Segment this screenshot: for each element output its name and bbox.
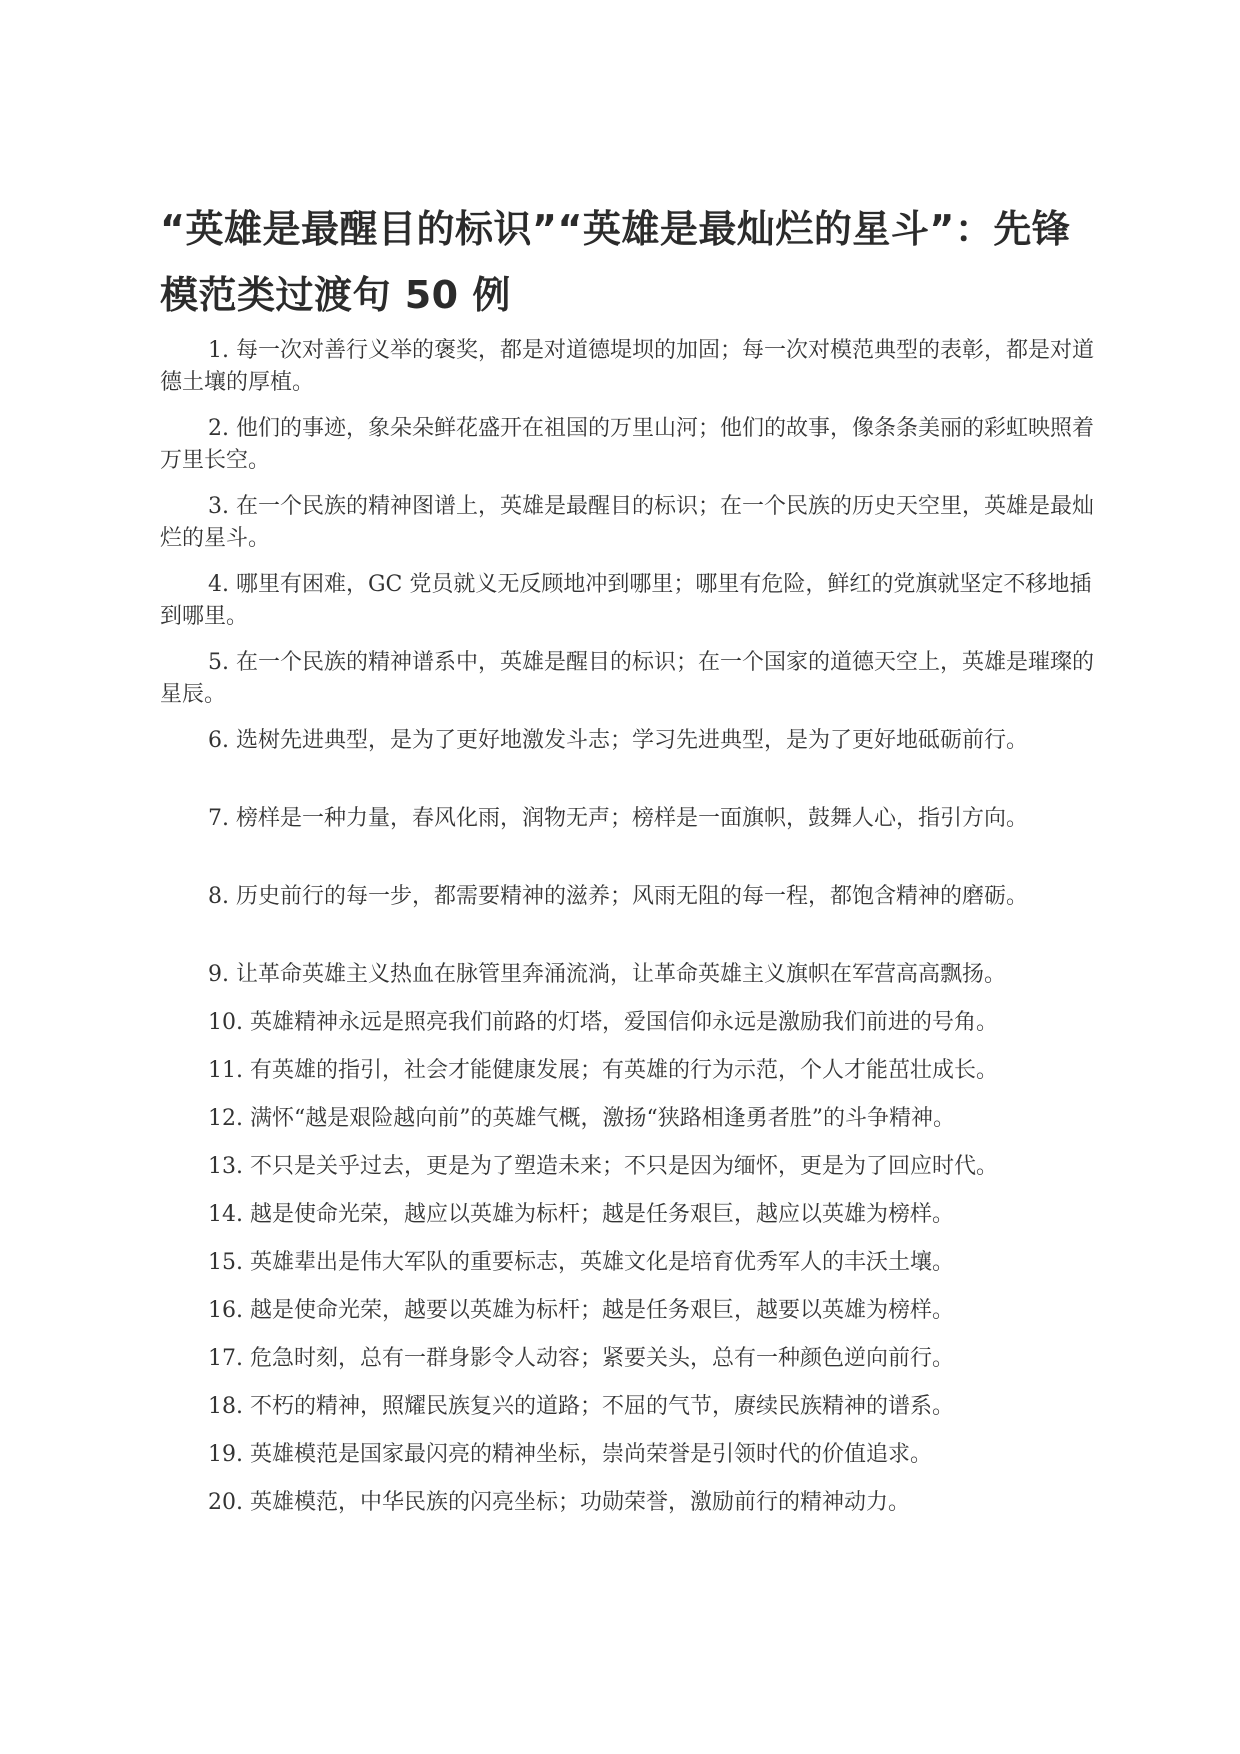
list-item: 7. 榜样是一种力量，春风化雨，润物无声；榜样是一面旗帜，鼓舞人心，指引方向。 [208,806,1028,831]
list-item: 19. 英雄模范是国家最闪亮的精神坐标，崇尚荣誉是引领时代的价值追求。 [208,1442,932,1467]
list-item: 20. 英雄模范，中华民族的闪亮坐标；功勋荣誉，激励前行的精神动力。 [208,1490,910,1515]
list-item: 3. 在一个民族的精神图谱上，英雄是最醒目的标识；在一个民族的历史天空里，英雄是最灿烂的星斗。 [160,494,1094,551]
list-item: 1. 每一次对善行义举的褒奖，都是对道德堤坝的加固；每一次对模范典型的表彰，都是对道德土壤的厚植。 [160,338,1094,395]
list-item: 10. 英雄精神永远是照亮我们前路的灯塔，爱国信仰永远是激励我们前进的号角。 [208,1010,998,1035]
list-item: 11. 有英雄的指引，社会才能健康发展；有英雄的行为示范，个人才能茁壮成长。 [208,1058,998,1083]
list-item: 13. 不只是关乎过去，更是为了塑造未来；不只是因为缅怀，更是为了回应时代。 [208,1154,998,1179]
list-item: 6. 选树先进典型，是为了更好地激发斗志；学习先进典型，是为了更好地砥砺前行。 [208,728,1028,753]
list-item: 15. 英雄辈出是伟大军队的重要标志，英雄文化是培育优秀军人的丰沃土壤。 [208,1250,954,1275]
list-item: 14. 越是使命光荣，越应以英雄为标杆；越是任务艰巨，越应以英雄为榜样。 [208,1202,954,1227]
document-title: “英雄是最醒目的标识”“英雄是最灿烂的星斗”：先锋模范类过渡句 50 例 [160,207,1071,317]
list-item: 18. 不朽的精神，照耀民族复兴的道路；不屈的气节，赓续民族精神的谱系。 [208,1394,954,1419]
list-item: 12. 满怀“越是艰险越向前”的英雄气概，激扬“狭路相逢勇者胜”的斗争精神。 [208,1106,955,1131]
list-item: 9. 让革命英雄主义热血在脉管里奔涌流淌，让革命英雄主义旗帜在军营高高飘扬。 [208,962,1006,987]
transition-sentence-list [160,335,1100,1535]
list-item: 16. 越是使命光荣，越要以英雄为标杆；越是任务艰巨，越要以英雄为榜样。 [208,1298,954,1323]
list-item: 17. 危急时刻，总有一群身影令人动容；紧要关头，总有一种颜色逆向前行。 [208,1346,954,1371]
list-item: 8. 历史前行的每一步，都需要精神的滋养；风雨无阻的每一程，都饱含精神的磨砺。 [208,884,1028,909]
list-item: 5. 在一个民族的精神谱系中，英雄是醒目的标识；在一个国家的道德天空上，英雄是璀璨的星辰。 [160,650,1094,707]
list-item: 2. 他们的事迹，象朵朵鲜花盛开在祖国的万里山河；他们的故事，像条条美丽的彩虹映照着万里长空。 [160,416,1094,473]
list-item: 4. 哪里有困难，GC 党员就义无反顾地冲到哪里；哪里有危险，鲜红的党旗就坚定不移地插到哪里。 [160,572,1092,629]
